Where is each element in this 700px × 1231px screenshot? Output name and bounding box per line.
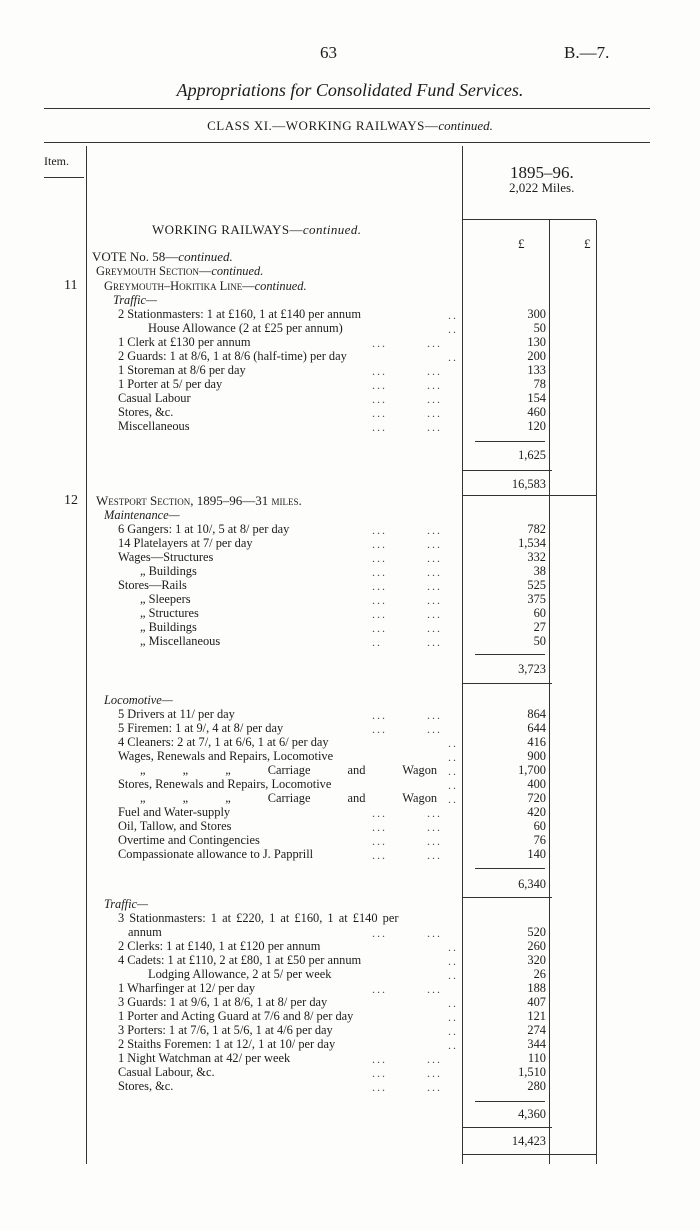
ledger-row-value: 900 — [527, 749, 546, 763]
ledger-row-value: 1,510 — [518, 1065, 546, 1079]
ledger-row-value: 120 — [527, 419, 546, 433]
ledger-row-label: 3 Stationmasters: 1 at £220, 1 at £160, 1 at £140 per — [118, 911, 399, 925]
ledger-row-value: 133 — [527, 363, 546, 377]
ledger-row-value: 188 — [527, 981, 546, 995]
ledger-row-value: 407 — [527, 995, 546, 1009]
traffic-text-12: Traffic— — [104, 897, 149, 911]
ledger-row-label: „ Miscellaneous — [140, 634, 221, 648]
ledger-row-value: 78 — [533, 377, 546, 391]
ledger-row-value: 274 — [527, 1023, 546, 1037]
section-title-text: WORKING RAILWAYS— — [152, 222, 303, 237]
ledger-row-label: Lodging Allowance, 2 at 5/ per week — [148, 967, 332, 981]
ledger-row-value: 644 — [527, 721, 546, 735]
ledger-row-value: 38 — [533, 564, 546, 578]
ledger-row-value: 1,534 — [518, 536, 546, 550]
ledger-row-label: „ Structures — [140, 606, 199, 620]
vote-heading — [92, 250, 233, 264]
ledger-row-value: 260 — [527, 939, 546, 953]
ledger-row-label: Compassionate allowance to J. Papprill — [118, 847, 314, 861]
total-rule-bottom — [462, 1154, 596, 1155]
ledger-row-label: 1 Porter at 5/ per day — [118, 377, 223, 391]
ledger-row-label: House Allowance (2 at £25 per annum) — [148, 321, 343, 335]
amount-column-middle-divider — [549, 220, 550, 1164]
page-title: Appropriations for Consolidated Fund Services. — [176, 80, 524, 100]
total-rule-bottom — [462, 495, 596, 496]
ledger-row-label: „ „ „ Carriage and Wagon — [140, 791, 438, 805]
ledger-row-label: „ Buildings — [140, 620, 197, 634]
locomotive-subtotal: 6,340 — [518, 877, 546, 891]
traffic-heading-11 — [113, 293, 157, 307]
ledger-row-value: 50 — [533, 634, 546, 648]
ledger-row-value: 60 — [533, 606, 546, 620]
ledger-row-label: Wages, Renewals and Repairs, Locomotive — [118, 749, 334, 763]
ledger-row-value: 400 — [527, 777, 546, 791]
ledger-row-value: 27 — [533, 620, 546, 634]
item-column-divider — [86, 146, 87, 1164]
ledger-row-label: Stores, Renewals and Repairs, Locomotive — [118, 777, 332, 791]
section-title-cont: continued. — [302, 222, 362, 237]
ledger-row-value: 1,700 — [518, 763, 546, 777]
line-heading — [104, 279, 307, 293]
greymouth-text: Greymouth Section— — [96, 264, 212, 278]
ledger-row-label: 5 Drivers at 11/ per day — [118, 707, 235, 721]
currency-symbol-2: £ — [584, 236, 591, 251]
ledger-row-value: 154 — [527, 391, 546, 405]
item12-total: 14,423 — [511, 1134, 546, 1148]
ledger-row-value: 416 — [527, 735, 546, 749]
vote-cont: continued. — [178, 249, 233, 264]
ledger-row-label: 4 Cleaners: 2 at 7/, 1 at 6/6, 1 at 6/ per day — [118, 735, 329, 749]
subtotal-rule — [475, 654, 545, 655]
page-number: 63 — [320, 43, 337, 62]
ledger-row-value: 525 — [527, 578, 546, 592]
ledger-row-label: Stores—Rails — [118, 578, 187, 592]
ledger-row-label: 5 Firemen: 1 at 9/, 4 at 8/ per day — [118, 721, 284, 735]
maintenance-text: Maintenance— — [104, 508, 180, 522]
ledger-row-label: Fuel and Water-supply — [118, 805, 231, 819]
total-rule-top — [462, 1127, 552, 1128]
ledger-row-label: 2 Stationmasters: 1 at £160, 1 at £140 per annum — [118, 307, 361, 321]
ledger-row-value: 320 — [527, 953, 546, 967]
ledger-row-label: Miscellaneous — [118, 419, 190, 433]
traffic-text-11: Traffic— — [113, 293, 158, 307]
item11-total: 16,583 — [511, 477, 546, 491]
ledger-row-value: 110 — [527, 1051, 546, 1065]
ledger-row-value: 76 — [533, 833, 546, 847]
amount-column-left-divider — [462, 146, 463, 1164]
ledger-row-value: 200 — [527, 349, 546, 363]
item-column-header: Item. — [44, 154, 69, 168]
title-rule — [44, 108, 650, 109]
ledger-row-label: 1 Clerk at £130 per annum — [118, 335, 251, 349]
ledger-row-label: 1 Porter and Acting Guard at 7/6 and 8/ per day — [118, 1009, 354, 1023]
ledger-row-value: 130 — [527, 335, 546, 349]
line-cont: continued. — [254, 279, 307, 293]
ledger-row-label: 2 Guards: 1 at 8/6, 1 at 8/6 (half-time) per day — [118, 349, 347, 363]
item-number-12: 12 — [64, 493, 78, 508]
maintenance-subtotal: 3,723 — [518, 662, 546, 676]
ledger-row-value: 782 — [527, 522, 546, 536]
locomotive-text: Locomotive— — [104, 693, 173, 707]
class-rule — [44, 142, 650, 143]
ledger-row-label: annum — [128, 925, 162, 939]
ledger-row-label: Oil, Tallow, and Stores — [118, 819, 232, 833]
subtotal-rule — [475, 441, 545, 442]
item11-subtotal: 1,625 — [518, 448, 546, 462]
ledger-row-value: 140 — [527, 847, 546, 861]
subtotal-rule-bottom — [462, 683, 552, 684]
ledger-row-label: 1 Wharfinger at 12/ per day — [118, 981, 256, 995]
ledger-row-label: Stores, &c. — [118, 405, 174, 419]
ledger-row-label: 3 Guards: 1 at 9/6, 1 at 8/6, 1 at 8/ per day — [118, 995, 328, 1009]
ledger-row-label: Wages—Structures — [118, 550, 214, 564]
ledger-row-value: 26 — [533, 967, 546, 981]
locomotive-heading — [104, 693, 173, 707]
ledger-row-value: 520 — [527, 925, 546, 939]
total-rule-top — [462, 470, 552, 471]
maintenance-heading — [104, 508, 180, 522]
ledger-row-label: 1 Storeman at 8/6 per day — [118, 363, 246, 377]
line-name-text: Greymouth–Hokitika Line— — [104, 279, 255, 293]
class-heading-text: CLASS XI.—WORKING RAILWAYS— — [207, 118, 439, 133]
subtotal-rule — [475, 1101, 545, 1102]
traffic-heading-12 — [104, 897, 148, 911]
ledger-row-label: 2 Clerks: 1 at £140, 1 at £120 per annum — [118, 939, 321, 953]
westport-heading: Westport Section, 1895–96—31 miles. — [96, 493, 302, 508]
document-reference: B.—7. — [564, 43, 610, 62]
greymouth-cont: continued. — [211, 264, 264, 278]
class-heading-cont: continued. — [438, 118, 493, 133]
ledger-row-label: 2 Staiths Foremen: 1 at 12/, 1 at 10/ per day — [118, 1037, 336, 1051]
ledger-row-value: 460 — [527, 405, 546, 419]
currency-symbol-1: £ — [518, 236, 525, 251]
subtotal-rule-bottom — [462, 897, 552, 898]
ledger-row-label: Casual Labour, &c. — [118, 1065, 215, 1079]
miles-header: 2,022 Miles. — [509, 180, 575, 195]
ledger-row-value: 300 — [527, 307, 546, 321]
ledger-row-label: „ Sleepers — [140, 592, 191, 606]
greymouth-heading — [96, 264, 263, 278]
ledger-row-label: 14 Platelayers at 7/ per day — [118, 536, 253, 550]
ledger-row-label: „ „ „ Carriage and Wagon — [140, 763, 438, 777]
ledger-row-label: Overtime and Contingencies — [118, 833, 260, 847]
year-header: 1895–96. — [510, 163, 574, 182]
ledger-row-value: 864 — [527, 707, 546, 721]
ledger-row-label: 1 Night Watchman at 42/ per week — [118, 1051, 291, 1065]
vote-text: VOTE No. 58— — [92, 249, 179, 264]
ledger-row-value: 121 — [527, 1009, 546, 1023]
ledger-row-value: 60 — [533, 819, 546, 833]
class-heading — [0, 118, 700, 134]
ledger-row-label: Casual Labour — [118, 391, 191, 405]
traffic-subtotal: 4,360 — [518, 1107, 546, 1121]
year-header-rule — [462, 219, 596, 220]
ledger-row-label: „ Buildings — [140, 564, 197, 578]
ledger-row-label: 4 Cadets: 1 at £110, 2 at £80, 1 at £50 per annum — [118, 953, 362, 967]
ledger-row-label: Stores, &c. — [118, 1079, 174, 1093]
item-number-11: 11 — [64, 278, 78, 293]
ledger-row-value: 720 — [527, 791, 546, 805]
ledger-row-value: 375 — [527, 592, 546, 606]
subtotal-rule — [475, 868, 545, 869]
item-header-rule — [44, 177, 84, 178]
ledger-row-value: 332 — [527, 550, 546, 564]
section-title — [152, 222, 361, 238]
amount-column-right-divider — [596, 220, 597, 1164]
ledger-row-label: 6 Gangers: 1 at 10/, 5 at 8/ per day — [118, 522, 290, 536]
ledger-row-value: 420 — [527, 805, 546, 819]
ledger-row-value: 280 — [527, 1079, 546, 1093]
ledger-row-label: 3 Porters: 1 at 7/6, 1 at 5/6, 1 at 4/6 per day — [118, 1023, 333, 1037]
ledger-row-value: 344 — [527, 1037, 546, 1051]
ledger-row-value: 50 — [533, 321, 546, 335]
